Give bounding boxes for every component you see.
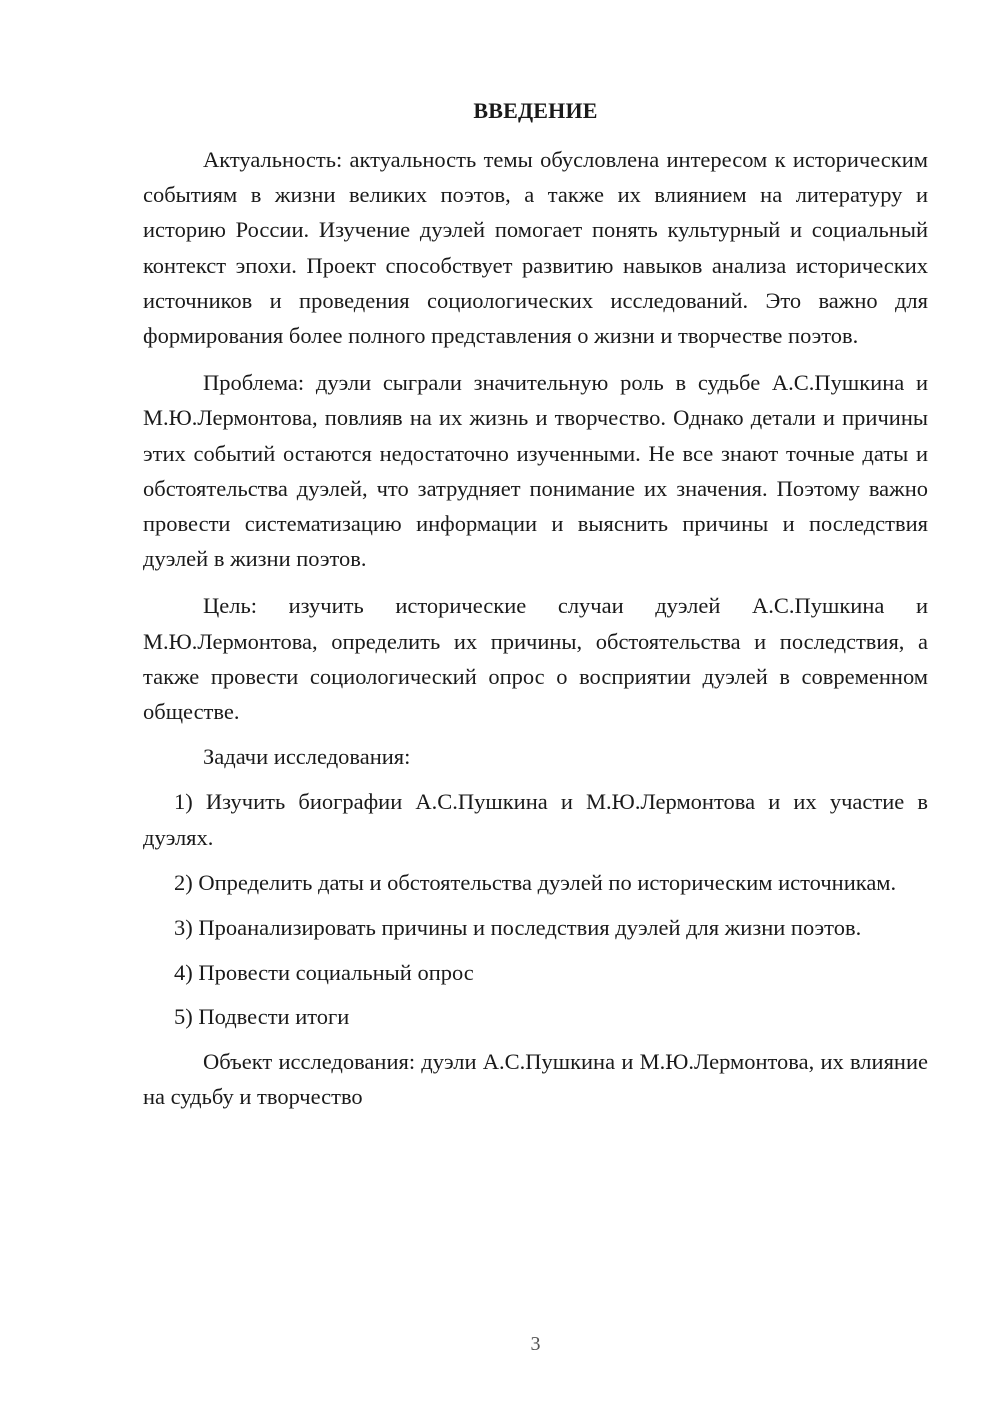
task-item-3: 3) Проанализировать причины и последствия дуэлей для жизни поэтов. (174, 915, 862, 941)
task-item-5: 5) Подвести итоги (174, 1004, 350, 1030)
task-item-4: 4) Провести социальный опрос (174, 960, 474, 986)
section-title: ВВЕДЕНИЕ (473, 98, 598, 123)
paragraph-problem: Проблема: дуэли сыграли значительную роль в судьбе А.С.Пушкина и М.Ю.Лермонтова, повлияв на их жизнь и творчество. Однако детали и причины этих событий остаются недостаточно изученными. Не все знают точные даты и обстоятельства дуэлей, что затрудняет понимание их значения. Поэтому важно провести систематизацию информации и выяснить причины и последствия дуэлей в жизни поэтов. (143, 370, 928, 572)
page-number: 3 (530, 1333, 541, 1355)
body-text (143, 142, 928, 1114)
paragraph-object: Объект исследования: дуэли А.С.Пушкина и М.Ю.Лермонтова, их влияние на судьбу и творчество (143, 1048, 928, 1109)
task-item-2: 2) Определить даты и обстоятельства дуэлей по историческим источникам. (174, 869, 897, 895)
paragraph-relevance: Актуальность: актуальность темы обусловлена интересом к историческим событиям в жизни великих поэтов, а также их влиянием на литературу и историю России. Изучение дуэлей помогает понять культурный и социальный контекст эпохи. Проект способствует развитию навыков анализа исторических источников и проведения социологических исследований. Это важно для формирования более полного представления о жизни и творчестве поэтов. (143, 147, 928, 349)
paragraph-goal: Цель: изучить исторические случаи дуэлей А.С.Пушкина и М.Ю.Лермонтова, определить их причины, обстоятельства и последствия, а также провести социологический опрос о восприятии дуэлей в современном обществе. (143, 593, 928, 725)
paragraph-tasks-heading: Задачи исследования: (203, 744, 411, 770)
task-item-1: 1) Изучить биографии А.С.Пушкина и М.Ю.Лермонтова и их участие в дуэлях. (143, 789, 928, 850)
